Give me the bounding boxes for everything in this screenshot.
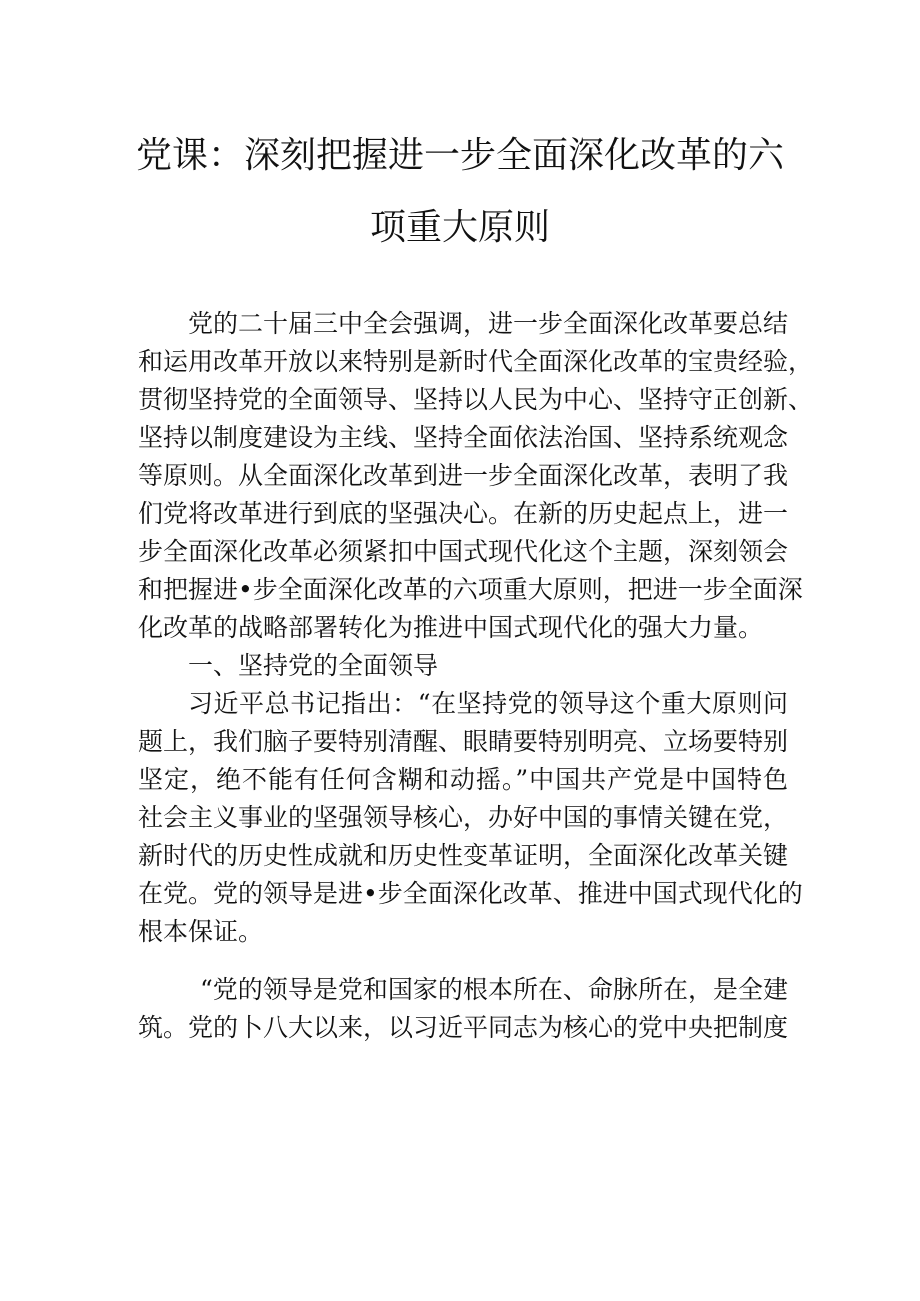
paragraph-line: 等原则。从全面深化改革到进一步全面深化改革，表明了我 bbox=[138, 461, 789, 490]
paragraph-line: 步全面深化改革必须紧扣中国式现代化这个主题，深刻领会 bbox=[138, 537, 789, 566]
paragraph-line: 筑。党的卜八大以来，以习近平同志为核心的党中央把制度 bbox=[138, 1013, 789, 1042]
paragraph-line: 党的二十届三中全会强调，进一步全面深化改革要总结 bbox=[188, 309, 789, 338]
paragraph-line: 和运用改革开放以来特别是新时代全面深化改革的宝贵经验， bbox=[138, 347, 814, 376]
paragraph-line: 坚定，绝不能有任何含糊和动摇。”中国共产党是中国特色 bbox=[138, 765, 788, 794]
paragraph-line: 坚持以制度建设为主线、坚持全面依法治国、坚持系统观念 bbox=[138, 423, 789, 452]
paragraph-line: “党的领导是党和国家的根本所在、命脉所在，是全建 bbox=[200, 975, 788, 1004]
paragraph-line: 根本保证。 bbox=[138, 917, 264, 946]
paragraph-line: 新时代的历史性成就和历史性变革证明，全面深化改革关键 bbox=[138, 841, 789, 870]
document-title-line-1: 党课：深刻把握进一步全面深化改革的六 bbox=[135, 135, 784, 176]
document-title-line-2: 项重大原则 bbox=[369, 207, 550, 248]
paragraph-gap bbox=[138, 951, 788, 971]
paragraph-line: 社会主义事业的坚强领导核心，办好中国的事情关键在党， bbox=[138, 803, 789, 832]
paragraph-line: 们党将改革进行到底的坚强决心。在新的历史起点上，进一 bbox=[138, 499, 789, 528]
paragraph-line: 贯彻坚持党的全面领导、坚持以人民为中心、坚持守正创新、 bbox=[138, 385, 814, 414]
paragraph-line: 习近平总书记指出：“在坚持党的领导这个重大原则问 bbox=[188, 689, 788, 718]
paragraph-line: 题上，我们脑子要特别清醒、眼睛要特别明亮、立场要特别 bbox=[138, 727, 789, 756]
paragraph-line: 化改革的战略部署转化为推进中国式现代化的强大力量。 bbox=[138, 613, 764, 642]
paragraph-line: 和把握进•步全面深化改革的六项重大原则，把进一步全面深 bbox=[138, 575, 803, 604]
section-heading: 一、坚持党的全面领导 bbox=[188, 651, 439, 680]
document-body bbox=[138, 305, 814, 1047]
paragraph-line: 在党。党的领导是进•步全面深化改革、推进中国式现代化的 bbox=[138, 879, 803, 908]
